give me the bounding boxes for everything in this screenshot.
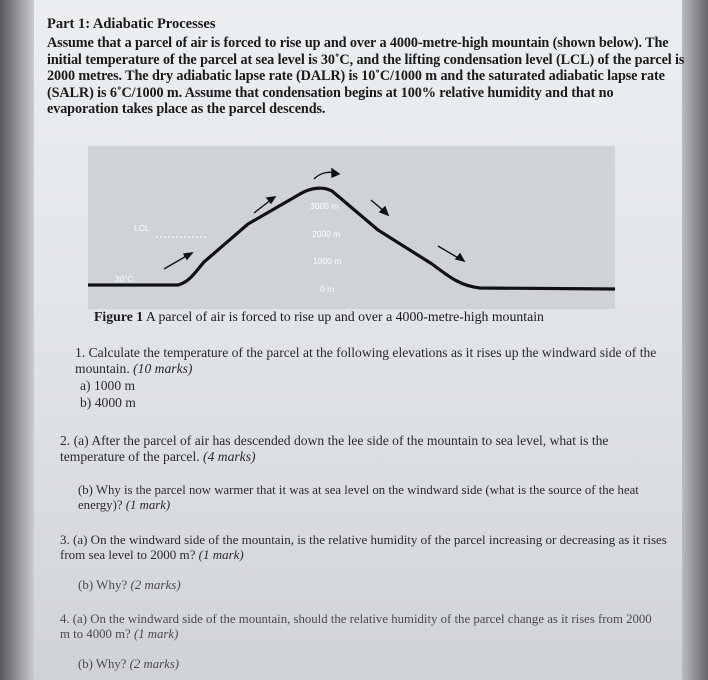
intro-paragraph: Assume that a parcel of air is forced to rise up and over a 4000-metre-high mountain (shown below). The initial temperature of the parcel at sea level is 30˚C, and the lifting condensation level (LCL) of the parcel is 2000 metres. The dry adiabatic lapse rate (DALR) is 10˚C/1000 m and the saturated adiabatic lapse rate (SALR) is 6˚C/1000 m. Assume that condensation begins at 100% relative humidity and that no evaporation takes place as the parcel descends. xyxy=(47,35,685,118)
question-3a-text: 3. (a) On the windward side of the mountain, is the relative humidity of the parcel increasing or decreasing as it rises from sea level to 2000 m? xyxy=(60,532,667,562)
question-3b-text: (b) Why? xyxy=(78,577,128,592)
question-3a xyxy=(60,532,670,562)
elevation-label-0: 0 m xyxy=(320,284,335,294)
question-4b xyxy=(78,657,179,672)
elevation-label-1000: 1000 m xyxy=(313,256,342,266)
figure-caption-text: A parcel of air is forced to rise up and over a 4000-metre-high mountain xyxy=(143,309,544,324)
mountain-figure xyxy=(88,146,615,309)
question-4a-text: 4. (a) On the windward side of the mountain, should the relative humidity of the parcel change as it rises from 2000 m to 4000 m? xyxy=(60,612,652,641)
question-3b xyxy=(78,577,181,593)
question-4b-marks: (2 marks) xyxy=(129,657,180,671)
figure-caption-number: Figure 1 xyxy=(94,309,144,324)
question-4a xyxy=(60,612,660,641)
question-3b-marks: (2 marks) xyxy=(130,577,181,592)
question-4a-marks: (1 mark) xyxy=(133,626,179,641)
lcl-label: LCL xyxy=(134,223,150,233)
mountain-profile xyxy=(88,188,615,289)
question-1-part-a: a) 1000 m xyxy=(80,378,136,393)
question-1-marks: (10 marks) xyxy=(133,360,193,376)
page-shadow-left xyxy=(0,0,34,680)
question-3a-marks: (1 mark) xyxy=(198,547,244,562)
figure-caption xyxy=(94,309,544,325)
arrow-rising-low-head xyxy=(184,253,192,259)
question-2b-text: (b) Why is the parcel now warmer that it was at sea level on the windward side (what is the source of the heat energy)? xyxy=(78,483,639,512)
part-title: Part 1: Adiabatic Processes xyxy=(47,16,216,32)
elevation-label-3000: 3000 m xyxy=(310,201,339,211)
question-2a-text: 2. (a) After the parcel of air has descended down the lee side of the mountain to sea level, what is the temperature of the parcel. xyxy=(60,433,609,464)
question-2a xyxy=(60,433,670,464)
question-2b-marks: (1 mark) xyxy=(125,497,171,512)
question-4b-text: (b) Why? xyxy=(78,657,127,671)
arrow-rising-low xyxy=(164,255,188,269)
arrow-over-summit-head xyxy=(332,169,339,177)
question-2b xyxy=(78,483,668,512)
mountain-diagram xyxy=(88,146,615,309)
question-1 xyxy=(75,345,675,376)
arrow-descending-low-head xyxy=(456,254,464,261)
question-2a-marks: (4 marks) xyxy=(203,448,256,464)
elevation-label-2000: 2000 m xyxy=(312,229,341,239)
question-1-stem: 1. Calculate the temperature of the parcel at the following elevations as it rises up the windward side of the mountain. xyxy=(75,345,657,376)
sea-level-temperature-label: 30˚C xyxy=(115,274,134,284)
question-1-part-b: b) 4000 m xyxy=(80,395,136,410)
